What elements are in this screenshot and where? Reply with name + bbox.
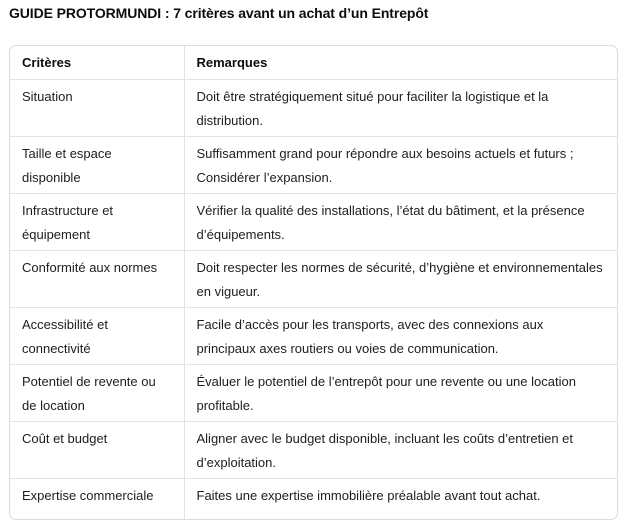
header-remarques: Remarques: [184, 46, 617, 80]
criteria-table: [10, 46, 617, 519]
cell-remarque: Facile d’accès pour les transports, avec des connexions aux principaux axes routiers ou voies de communication.: [184, 308, 617, 365]
cell-critere: Accessibilité et connectivité: [10, 308, 184, 365]
cell-critere: Coût et budget: [10, 422, 184, 479]
page-title: GUIDE PROTORMUNDI : 7 critères avant un achat d’un Entrepôt: [9, 5, 429, 21]
cell-critere: Situation: [10, 80, 184, 137]
table-row: [10, 137, 617, 194]
cell-critere: Taille et espace disponible: [10, 137, 184, 194]
table-row: [10, 308, 617, 365]
table-row: [10, 365, 617, 422]
cell-critere: Conformité aux normes: [10, 251, 184, 308]
cell-remarque: Aligner avec le budget disponible, incluant les coûts d’entretien et d’exploitation.: [184, 422, 617, 479]
cell-critere: Potentiel de revente ou de location: [10, 365, 184, 422]
table-header-row: [10, 46, 617, 80]
table-row: [10, 194, 617, 251]
cell-remarque: Suffisamment grand pour répondre aux besoins actuels et futurs ; Considérer l’expansion.: [184, 137, 617, 194]
cell-critere: Infrastructure et équipement: [10, 194, 184, 251]
cell-remarque: Évaluer le potentiel de l’entrepôt pour une revente ou une location profitable.: [184, 365, 617, 422]
criteria-table-container: [9, 45, 618, 520]
cell-remarque: Vérifier la qualité des installations, l’état du bâtiment, et la présence d’équipements.: [184, 194, 617, 251]
header-criteres: Critères: [10, 46, 184, 80]
cell-remarque: Doit être stratégiquement situé pour faciliter la logistique et la distribution.: [184, 80, 617, 137]
table-row: [10, 479, 617, 519]
cell-remarque: Faites une expertise immobilière préalable avant tout achat.: [184, 479, 617, 519]
cell-remarque: Doit respecter les normes de sécurité, d’hygiène et environnementales en vigueur.: [184, 251, 617, 308]
table-row: [10, 80, 617, 137]
cell-critere: Expertise commerciale: [22, 488, 154, 503]
table-row: [10, 422, 617, 479]
table-row: [10, 251, 617, 308]
